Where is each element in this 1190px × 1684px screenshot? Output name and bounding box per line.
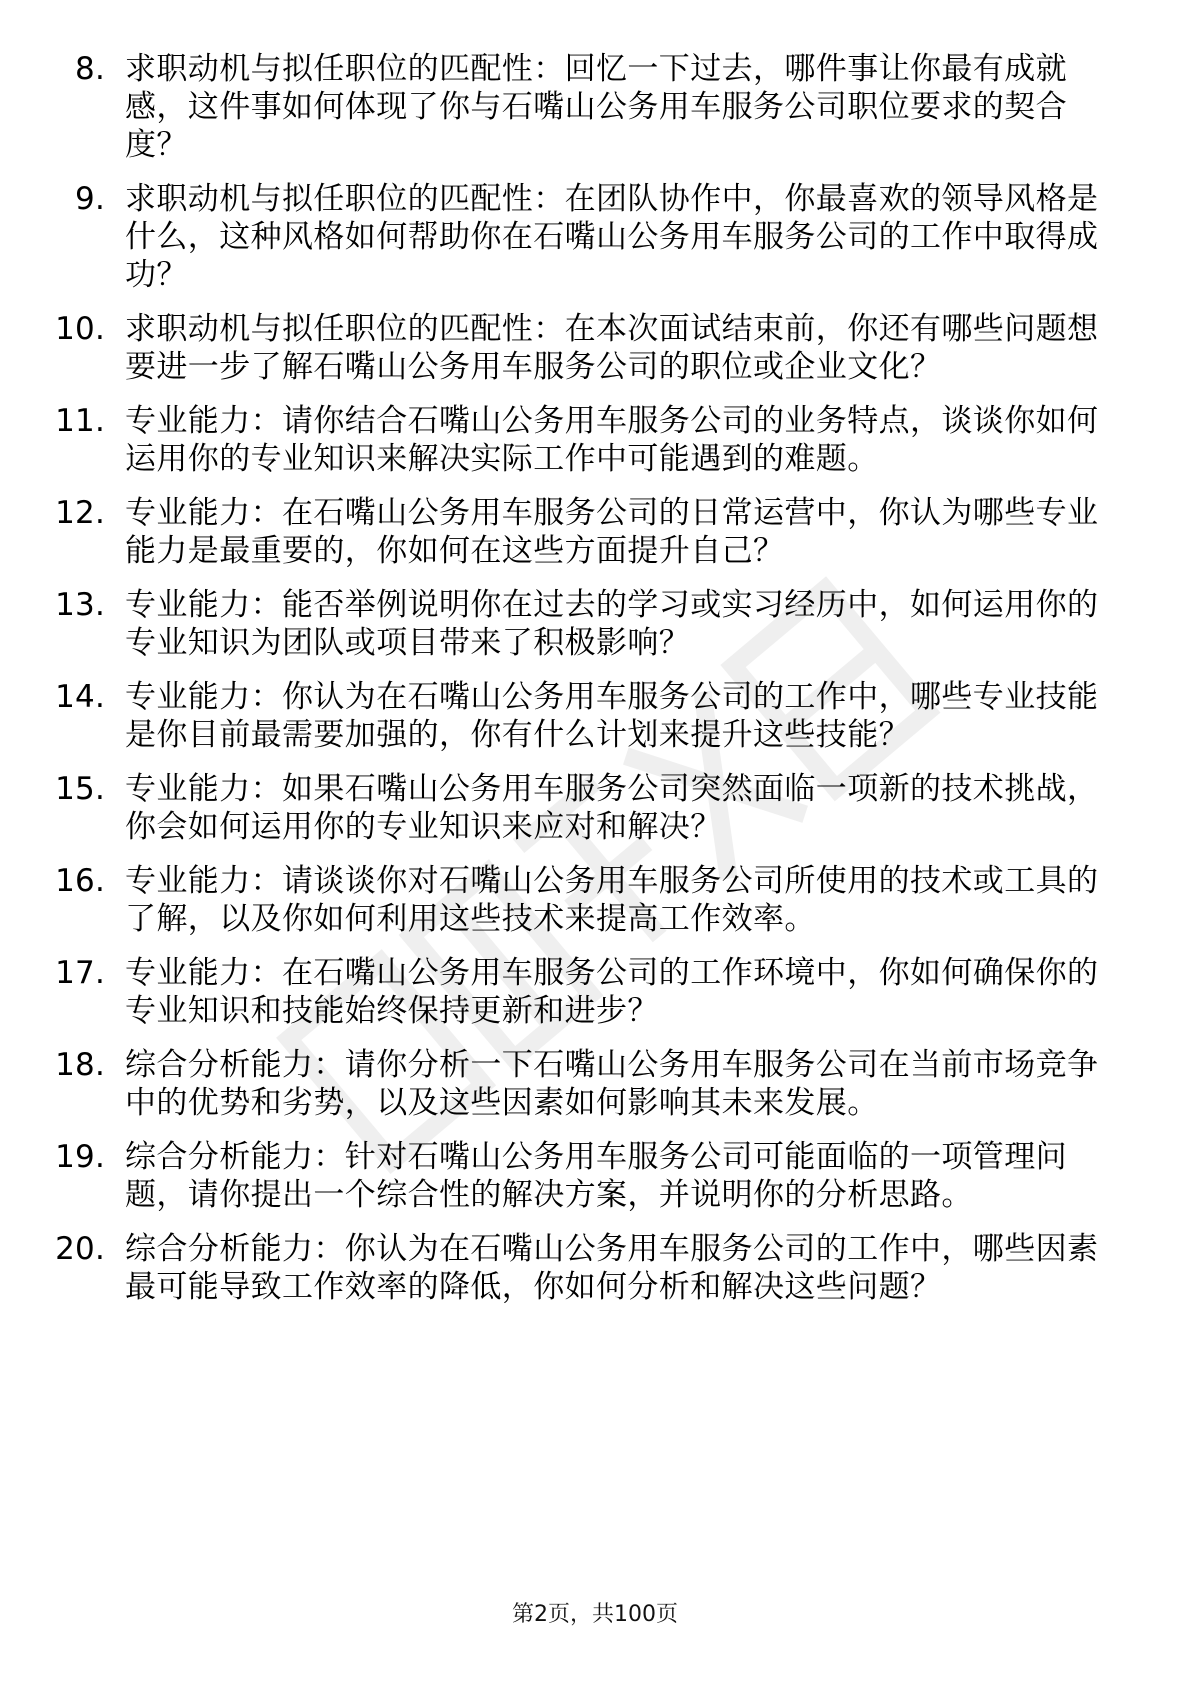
- question-number: 18.: [55, 1047, 105, 1083]
- question-list: [0, 50, 1190, 1322]
- question-text: 综合分析能力：针对石嘴山公务用车服务公司可能面临的一项管理问题，请你提出一个综合性的解决方案，并说明你的分析思路。: [125, 1139, 1067, 1213]
- question-number: 17.: [55, 955, 105, 991]
- question-item: [0, 1230, 1190, 1306]
- question-number: 10.: [55, 311, 105, 347]
- question-item: [0, 494, 1190, 570]
- question-item: [0, 678, 1190, 754]
- question-text: 专业能力：如果石嘴山公务用车服务公司突然面临一项新的技术挑战，你会如何运用你的专业知识来应对和解决？: [125, 771, 1099, 845]
- question-number: 19.: [55, 1139, 105, 1175]
- question-item: [0, 50, 1190, 164]
- question-text: 专业能力：在石嘴山公务用车服务公司的日常运营中，你认为哪些专业能力是最重要的，你如何在这些方面提升自己？: [125, 495, 1099, 569]
- question-item: [0, 310, 1190, 386]
- question-item: [0, 1046, 1190, 1122]
- question-number: 16.: [55, 863, 105, 899]
- question-item: [0, 862, 1190, 938]
- question-number: 12.: [55, 495, 105, 531]
- question-text: 专业能力：请谈谈你对石嘴山公务用车服务公司所使用的技术或工具的了解，以及你如何利用这些技术来提高工作效率。: [125, 863, 1099, 937]
- question-text: 综合分析能力：请你分析一下石嘴山公务用车服务公司在当前市场竞争中的优势和劣势，以及这些因素如何影响其未来发展。: [125, 1047, 1099, 1121]
- question-text: 综合分析能力：你认为在石嘴山公务用车服务公司的工作中，哪些因素最可能导致工作效率的降低，你如何分析和解决这些问题？: [125, 1231, 1099, 1305]
- question-text: 求职动机与拟任职位的匹配性：在团队协作中，你最喜欢的领导风格是什么，这种风格如何帮助你在石嘴山公务用车服务公司的工作中取得成功？: [125, 181, 1099, 293]
- question-text: 专业能力：在石嘴山公务用车服务公司的工作环境中，你如何确保你的专业知识和技能始终保持更新和进步？: [125, 955, 1099, 1029]
- question-number: 11.: [55, 403, 105, 439]
- question-number: 9.: [75, 181, 105, 217]
- question-text: 求职动机与拟任职位的匹配性：回忆一下过去，哪件事让你最有成就感，这件事如何体现了你与石嘴山公务用车服务公司职位要求的契合度？: [125, 51, 1067, 163]
- question-item: [0, 180, 1190, 294]
- question-text: 专业能力：能否举例说明你在过去的学习或实习经历中，如何运用你的专业知识为团队或项目带来了积极影响？: [125, 587, 1099, 661]
- question-item: [0, 586, 1190, 662]
- question-number: 20.: [55, 1231, 105, 1267]
- question-text: 专业能力：你认为在石嘴山公务用车服务公司的工作中，哪些专业技能是你目前最需要加强的，你有什么计划来提升这些技能？: [125, 679, 1099, 753]
- question-item: [0, 1138, 1190, 1214]
- question-number: 8.: [75, 51, 105, 87]
- page-number-label: 第2页，共100页: [512, 1602, 678, 1627]
- question-text: 求职动机与拟任职位的匹配性：在本次面试结束前，你还有哪些问题想要进一步了解石嘴山公务用车服务公司的职位或企业文化？: [125, 311, 1099, 385]
- question-item: [0, 954, 1190, 1030]
- question-number: 13.: [55, 587, 105, 623]
- question-item: [0, 402, 1190, 478]
- question-number: 14.: [55, 679, 105, 715]
- question-item: [0, 770, 1190, 846]
- question-number: 15.: [55, 771, 105, 807]
- question-text: 专业能力：请你结合石嘴山公务用车服务公司的业务特点，谈谈你如何运用你的专业知识来解决实际工作中可能遇到的难题。: [125, 403, 1099, 477]
- page-footer: [0, 1600, 1190, 1630]
